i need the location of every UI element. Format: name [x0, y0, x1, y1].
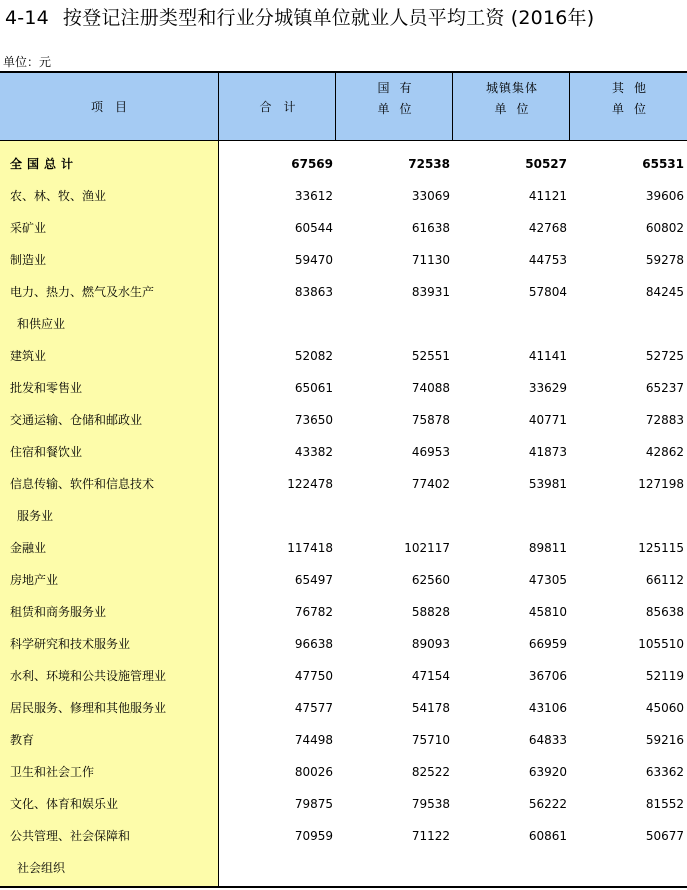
cell-other: 125115: [638, 541, 684, 555]
cell-other: 52725: [645, 349, 684, 363]
cell-other: 66112: [645, 573, 684, 587]
header-state-owned-line2: 单位: [377, 102, 422, 116]
cell-total: 33612: [294, 189, 333, 203]
table-row: [0, 700, 687, 716]
cell-other: 45060: [645, 701, 684, 715]
header-collective: [452, 73, 570, 141]
cell-total: 43382: [294, 445, 333, 459]
cell-collective: 60861: [528, 829, 567, 843]
cell-other: 50677: [645, 829, 684, 843]
header-stub: [0, 73, 218, 141]
table-row: [0, 540, 687, 556]
table-row: [0, 348, 687, 364]
cell-state-owned: 71122: [411, 829, 450, 843]
table-row: [0, 764, 687, 780]
header-other-line1: 其他: [611, 81, 656, 95]
header-stub-label: 项目: [90, 100, 139, 114]
cell-total: 47577: [294, 701, 333, 715]
cell-state-owned: 71130: [411, 253, 450, 267]
cell-collective: 33629: [528, 381, 567, 395]
cell-other: 63362: [645, 765, 684, 779]
cell-state-owned: 47154: [411, 669, 450, 683]
row-label: 采矿业: [10, 221, 47, 235]
cell-state-owned: 75710: [411, 733, 450, 747]
row-label-continuation: 服务业: [17, 509, 54, 523]
row-label: 农、林、牧、渔业: [10, 189, 107, 203]
cell-total: 67569: [291, 157, 333, 171]
cell-state-owned: 54178: [411, 701, 450, 715]
cell-collective: 43106: [528, 701, 567, 715]
table-row: [0, 476, 687, 523]
cell-state-owned: 82522: [411, 765, 450, 779]
cell-collective: 57804: [528, 285, 567, 299]
cell-other: 84245: [645, 285, 684, 299]
cell-collective: 45810: [528, 605, 567, 619]
cell-other: 65531: [642, 157, 684, 171]
cell-collective: 66959: [528, 637, 567, 651]
header-state-owned-line1: 国有: [377, 81, 422, 95]
row-label: 教育: [10, 733, 35, 747]
row-label: 批发和零售业: [10, 381, 83, 395]
cell-collective: 41141: [528, 349, 567, 363]
table-row: [0, 828, 687, 875]
cell-state-owned: 77402: [411, 477, 450, 491]
row-label: 电力、热力、燃气及水生产: [10, 285, 155, 299]
cell-other: 59278: [645, 253, 684, 267]
cell-collective: 41121: [528, 189, 567, 203]
table-number: 4-14: [5, 7, 49, 29]
cell-collective: 64833: [528, 733, 567, 747]
cell-total: 60544: [294, 221, 333, 235]
table-header: [0, 73, 687, 141]
unit-label: 单位：元: [3, 55, 52, 69]
row-label: 交通运输、仓储和邮政业: [10, 413, 143, 427]
row-label: 房地产业: [10, 573, 59, 587]
cell-total: 80026: [294, 765, 333, 779]
header-total: [218, 73, 336, 141]
header-total-label: 合计: [259, 100, 308, 114]
table-row: [0, 636, 687, 652]
row-label: 租赁和商务服务业: [10, 605, 107, 619]
cell-total: 79875: [294, 797, 333, 811]
cell-total: 65061: [294, 381, 333, 395]
table-row: [0, 284, 687, 331]
cell-collective: 40771: [528, 413, 567, 427]
cell-collective: 53981: [528, 477, 567, 491]
cell-total: 122478: [287, 477, 333, 491]
cell-total: 65497: [294, 573, 333, 587]
table-row: [0, 412, 687, 428]
row-label: 科学研究和技术服务业: [10, 637, 131, 651]
cell-collective: 47305: [528, 573, 567, 587]
header-other-line2: 单位: [611, 102, 656, 116]
row-label: 卫生和社会工作: [10, 765, 95, 779]
cell-other: 60802: [645, 221, 684, 235]
row-label: 建筑业: [10, 349, 47, 363]
cell-other: 59216: [645, 733, 684, 747]
table-row: [0, 220, 687, 236]
cell-other: 72883: [645, 413, 684, 427]
cell-other: 81552: [645, 797, 684, 811]
table-row: [0, 668, 687, 684]
header-other: [569, 73, 687, 141]
cell-state-owned: 102117: [404, 541, 450, 555]
cell-total: 74498: [294, 733, 333, 747]
table-title-text: 按登记注册类型和行业分城镇单位就业人员平均工资 (2016年): [62, 7, 595, 29]
cell-collective: 36706: [528, 669, 567, 683]
cell-other: 52119: [645, 669, 684, 683]
cell-total: 117418: [287, 541, 333, 555]
cell-state-owned: 52551: [411, 349, 450, 363]
cell-total: 59470: [294, 253, 333, 267]
cell-other: 65237: [645, 381, 684, 395]
cell-other: 39606: [645, 189, 684, 203]
header-collective-line2: 单位: [494, 102, 539, 116]
cell-total: 73650: [294, 413, 333, 427]
cell-state-owned: 46953: [411, 445, 450, 459]
row-label: 水利、环境和公共设施管理业: [10, 669, 167, 683]
cell-state-owned: 75878: [411, 413, 450, 427]
cell-other: 127198: [638, 477, 684, 491]
table-row: [0, 796, 687, 812]
cell-state-owned: 33069: [411, 189, 450, 203]
cell-collective: 50527: [525, 157, 567, 171]
table-row: [0, 572, 687, 588]
row-label-continuation: 和供应业: [17, 317, 66, 331]
row-label: 文化、体育和娱乐业: [10, 797, 119, 811]
cell-total: 52082: [294, 349, 333, 363]
cell-state-owned: 62560: [411, 573, 450, 587]
cell-state-owned: 89093: [411, 637, 450, 651]
table-row: [0, 444, 687, 460]
cell-total: 83863: [294, 285, 333, 299]
cell-other: 105510: [638, 637, 684, 651]
row-label-continuation: 社会组织: [17, 861, 66, 875]
bottom-rule: [0, 886, 687, 888]
row-label: 制造业: [10, 253, 47, 267]
cell-collective: 89811: [528, 541, 567, 555]
cell-collective: 56222: [528, 797, 567, 811]
cell-total: 76782: [294, 605, 333, 619]
cell-state-owned: 72538: [408, 157, 450, 171]
cell-state-owned: 74088: [411, 381, 450, 395]
cell-collective: 41873: [528, 445, 567, 459]
row-label: 居民服务、修理和其他服务业: [10, 701, 167, 715]
row-label: 信息传输、软件和信息技术: [10, 477, 155, 491]
table-row: [0, 604, 687, 620]
cell-collective: 44753: [528, 253, 567, 267]
cell-other: 42862: [645, 445, 684, 459]
cell-total: 70959: [294, 829, 333, 843]
cell-total: 47750: [294, 669, 333, 683]
cell-state-owned: 58828: [411, 605, 450, 619]
row-label: 住宿和餐饮业: [10, 445, 83, 459]
cell-other: 85638: [645, 605, 684, 619]
cell-total: 96638: [294, 637, 333, 651]
total-row: [0, 156, 687, 172]
cell-state-owned: 61638: [411, 221, 450, 235]
header-state-owned: [335, 73, 453, 141]
cell-collective: 63920: [528, 765, 567, 779]
header-collective-line1: 城镇集体: [485, 81, 538, 95]
cell-collective: 42768: [528, 221, 567, 235]
cell-state-owned: 79538: [411, 797, 450, 811]
table-row: [0, 188, 687, 204]
row-label: 金融业: [10, 541, 47, 555]
table-row: [0, 380, 687, 396]
row-label: 全国总计: [10, 157, 79, 171]
row-label: 公共管理、社会保障和: [10, 829, 131, 843]
table-title: [5, 4, 685, 32]
table-row: [0, 732, 687, 748]
cell-state-owned: 83931: [411, 285, 450, 299]
table-row: [0, 252, 687, 268]
